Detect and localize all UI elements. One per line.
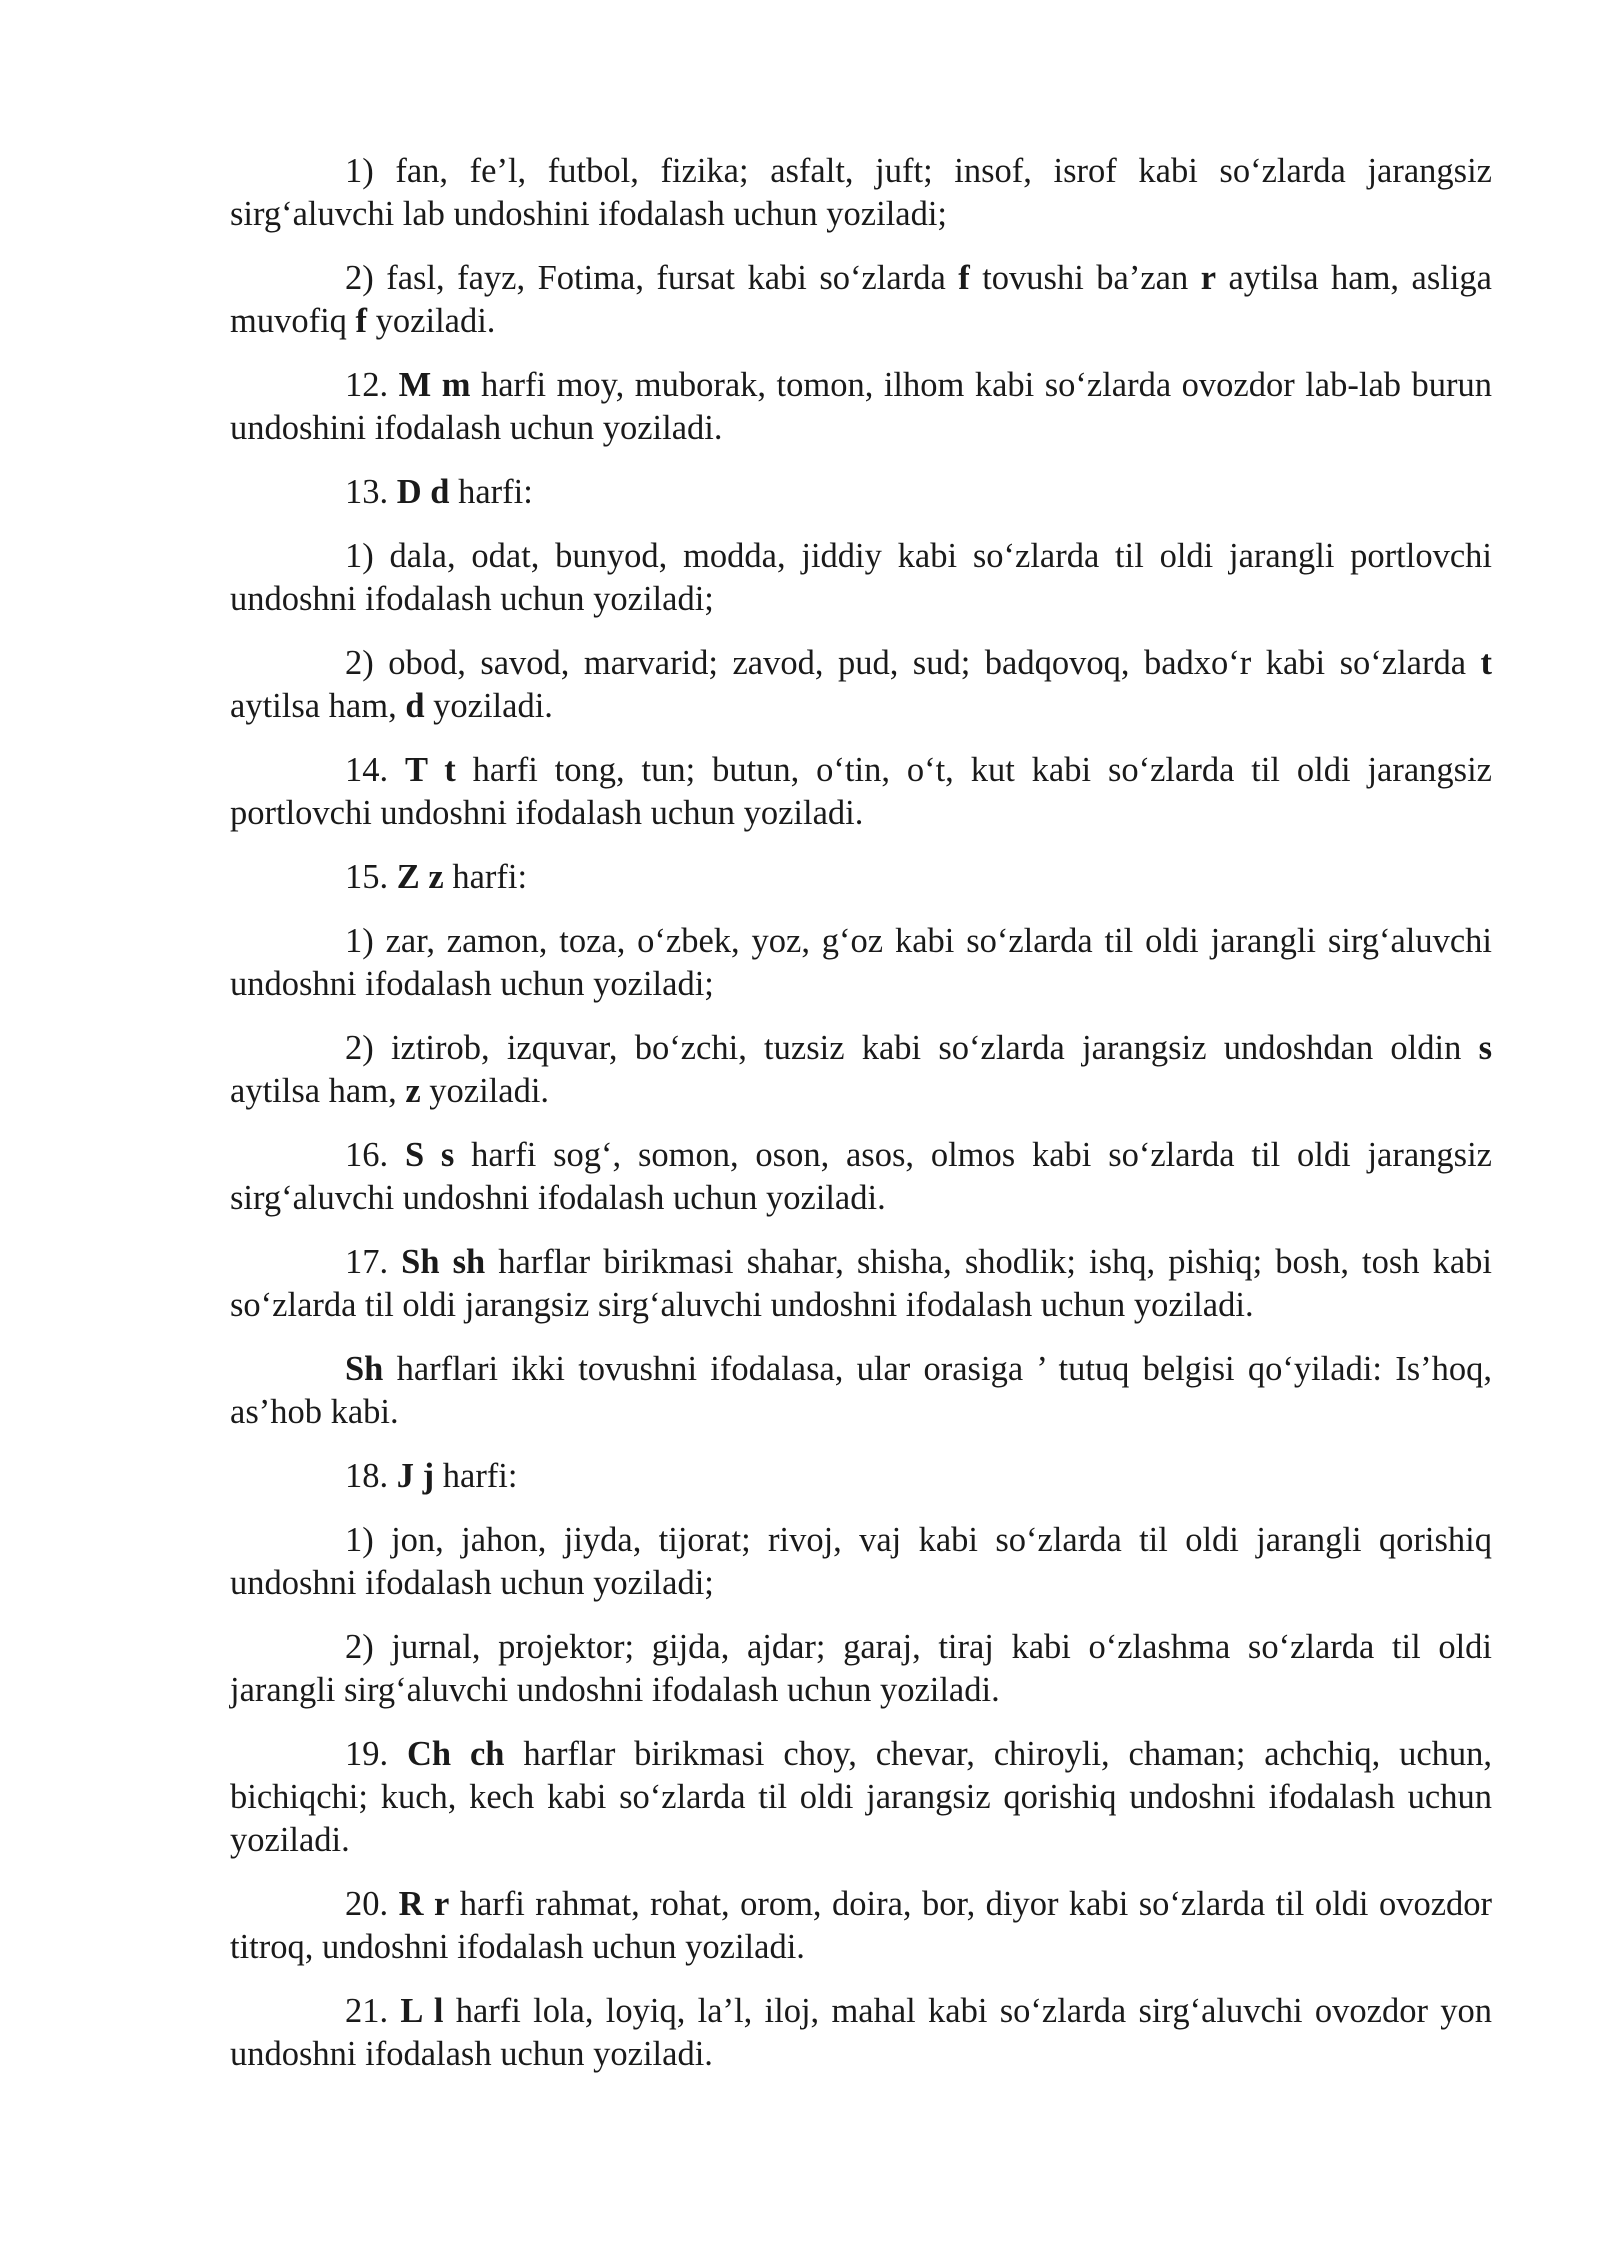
text-run: harfi sog‘, somon, oson, asos, olmos kabi so‘zlarda til oldi jarangsiz sirg‘aluvchi undoshni ifodalash uchun yoziladi. xyxy=(230,1136,1492,1217)
bold-letter-run: Sh sh xyxy=(401,1243,486,1281)
bold-letter-run: f xyxy=(958,259,970,297)
bold-letter-run: r xyxy=(1200,259,1217,297)
paragraph xyxy=(230,1626,1492,1712)
paragraph xyxy=(230,471,1492,514)
bold-letter-run: L l xyxy=(400,1992,444,2030)
document-body xyxy=(230,150,1492,2097)
bold-letter-run: s xyxy=(1478,1029,1492,1067)
paragraph xyxy=(230,150,1492,236)
text-run: aytilsa ham, xyxy=(230,687,406,725)
paragraph xyxy=(230,1348,1492,1434)
text-run: 2) obod, savod, marvarid; zavod, pud, sud; badqovoq, badxo‘r kabi so‘zlarda xyxy=(345,644,1481,682)
text-run: harflari ikki tovushni ifodalasa, ular orasiga ’ tutuq belgisi qo‘yiladi: Is’hoq, as’hob kabi. xyxy=(230,1350,1492,1431)
text-run: harfi: xyxy=(449,473,533,511)
text-run: yoziladi. xyxy=(420,1072,550,1110)
bold-letter-run: d xyxy=(405,687,425,725)
text-run: 2) jurnal, projektor; gijda, ajdar; garaj, tiraj kabi o‘zlashma so‘zlarda til oldi jarangli sirg‘aluvchi undoshni ifodalash uchun yoziladi. xyxy=(230,1628,1492,1709)
text-run: 20. xyxy=(345,1885,399,1923)
text-run: aytilsa ham, asliga muvofiq xyxy=(230,259,1492,340)
paragraph xyxy=(230,1733,1492,1862)
text-run: 1) dala, odat, bunyod, modda, jiddiy kabi so‘zlarda til oldi jarangli portlovchi undoshni ifodalash uchun yoziladi; xyxy=(230,537,1492,618)
text-run: 2) fasl, fayz, Fotima, fursat kabi so‘zlarda xyxy=(345,259,959,297)
text-run: harfi tong, tun; butun, o‘tin, o‘t, kut kabi so‘zlarda til oldi jarangsiz portlovchi undoshni ifodalash uchun yoziladi. xyxy=(230,751,1492,832)
paragraph xyxy=(230,535,1492,621)
text-run: 1) fan, fe’l, futbol, fizika; asfalt, juft; insof, isrof kabi so‘zlarda jarangsiz sirg‘aluvchi lab undoshini ifodalash uchun yoziladi; xyxy=(230,152,1492,233)
text-run: harfi: xyxy=(434,1457,518,1495)
text-run: 16. xyxy=(345,1136,405,1174)
paragraph xyxy=(230,1134,1492,1220)
text-run: 13. xyxy=(345,473,397,511)
bold-letter-run: z xyxy=(405,1072,421,1110)
paragraph xyxy=(230,1990,1492,2076)
paragraph xyxy=(230,1519,1492,1605)
bold-letter-run: Sh xyxy=(345,1350,384,1388)
bold-letter-run: Ch ch xyxy=(407,1735,505,1773)
text-run: harfi: xyxy=(443,858,528,896)
text-run: aytilsa ham, xyxy=(230,1072,406,1110)
text-run: 18. xyxy=(345,1457,397,1495)
text-run: yoziladi. xyxy=(367,302,496,340)
paragraph xyxy=(230,364,1492,450)
text-run: 1) jon, jahon, jiyda, tijorat; rivoj, vaj kabi so‘zlarda til oldi jarangli qorishiq undoshni ifodalash uchun yoziladi; xyxy=(230,1521,1492,1602)
bold-letter-run: J j xyxy=(396,1457,435,1495)
bold-letter-run: D d xyxy=(396,473,450,511)
paragraph xyxy=(230,749,1492,835)
bold-letter-run: S s xyxy=(404,1136,455,1174)
paragraph xyxy=(230,1883,1492,1969)
bold-letter-run: t xyxy=(1480,644,1492,682)
text-run: harflar birikmasi choy, chevar, chiroyli, chaman; achchiq, uchun, bichiqchi; kuch, kech kabi so‘zlarda til oldi jarangsiz qorishiq undoshni ifodalash uchun yoziladi. xyxy=(230,1735,1493,1859)
text-run: 19. xyxy=(345,1735,408,1773)
text-run: harfi lola, loyiq, la’l, iloj, mahal kabi so‘zlarda sirg‘aluvchi ovozdor yon undoshni ifodalash uchun yoziladi. xyxy=(230,1992,1493,2073)
text-run: harflar birikmasi shahar, shisha, shodlik; ishq, pishiq; bosh, tosh kabi so‘zlarda til oldi jarangsiz sirg‘aluvchi undoshni ifodalash uchun yoziladi. xyxy=(230,1243,1492,1324)
paragraph xyxy=(230,920,1492,1006)
text-run: 12. xyxy=(345,366,399,404)
bold-letter-run: f xyxy=(355,302,368,340)
bold-letter-run: Z z xyxy=(396,858,444,896)
paragraph xyxy=(230,1455,1492,1498)
text-run: 15. xyxy=(345,858,397,896)
paragraph xyxy=(230,257,1492,343)
paragraph xyxy=(230,856,1492,899)
paragraph xyxy=(230,1027,1492,1113)
text-run: harfi moy, muborak, tomon, ilhom kabi so‘zlarda ovozdor lab-lab burun undoshini ifodalash uchun yoziladi. xyxy=(230,366,1492,447)
text-run: tovushi ba’zan xyxy=(969,259,1201,297)
paragraph xyxy=(230,1241,1492,1327)
text-run: 2) iztirob, izquvar, bo‘zchi, tuzsiz kabi so‘zlarda jarangsiz undoshdan oldin xyxy=(345,1029,1479,1067)
text-run: 1) zar, zamon, toza, o‘zbek, yoz, g‘oz kabi so‘zlarda til oldi jarangli sirg‘aluvchi undoshni ifodalash uchun yoziladi; xyxy=(230,922,1492,1003)
text-run: 21. xyxy=(345,1992,401,2030)
text-run: yoziladi. xyxy=(424,687,553,725)
text-run: 14. xyxy=(345,751,406,789)
bold-letter-run: R r xyxy=(398,1885,450,1923)
bold-letter-run: T t xyxy=(405,751,456,789)
text-run: harfi rahmat, rohat, orom, doira, bor, diyor kabi so‘zlarda til oldi ovozdor titroq, undoshni ifodalash uchun yoziladi. xyxy=(230,1885,1493,1966)
paragraph xyxy=(230,642,1492,728)
bold-letter-run: M m xyxy=(398,366,471,404)
text-run: 17. xyxy=(345,1243,402,1281)
